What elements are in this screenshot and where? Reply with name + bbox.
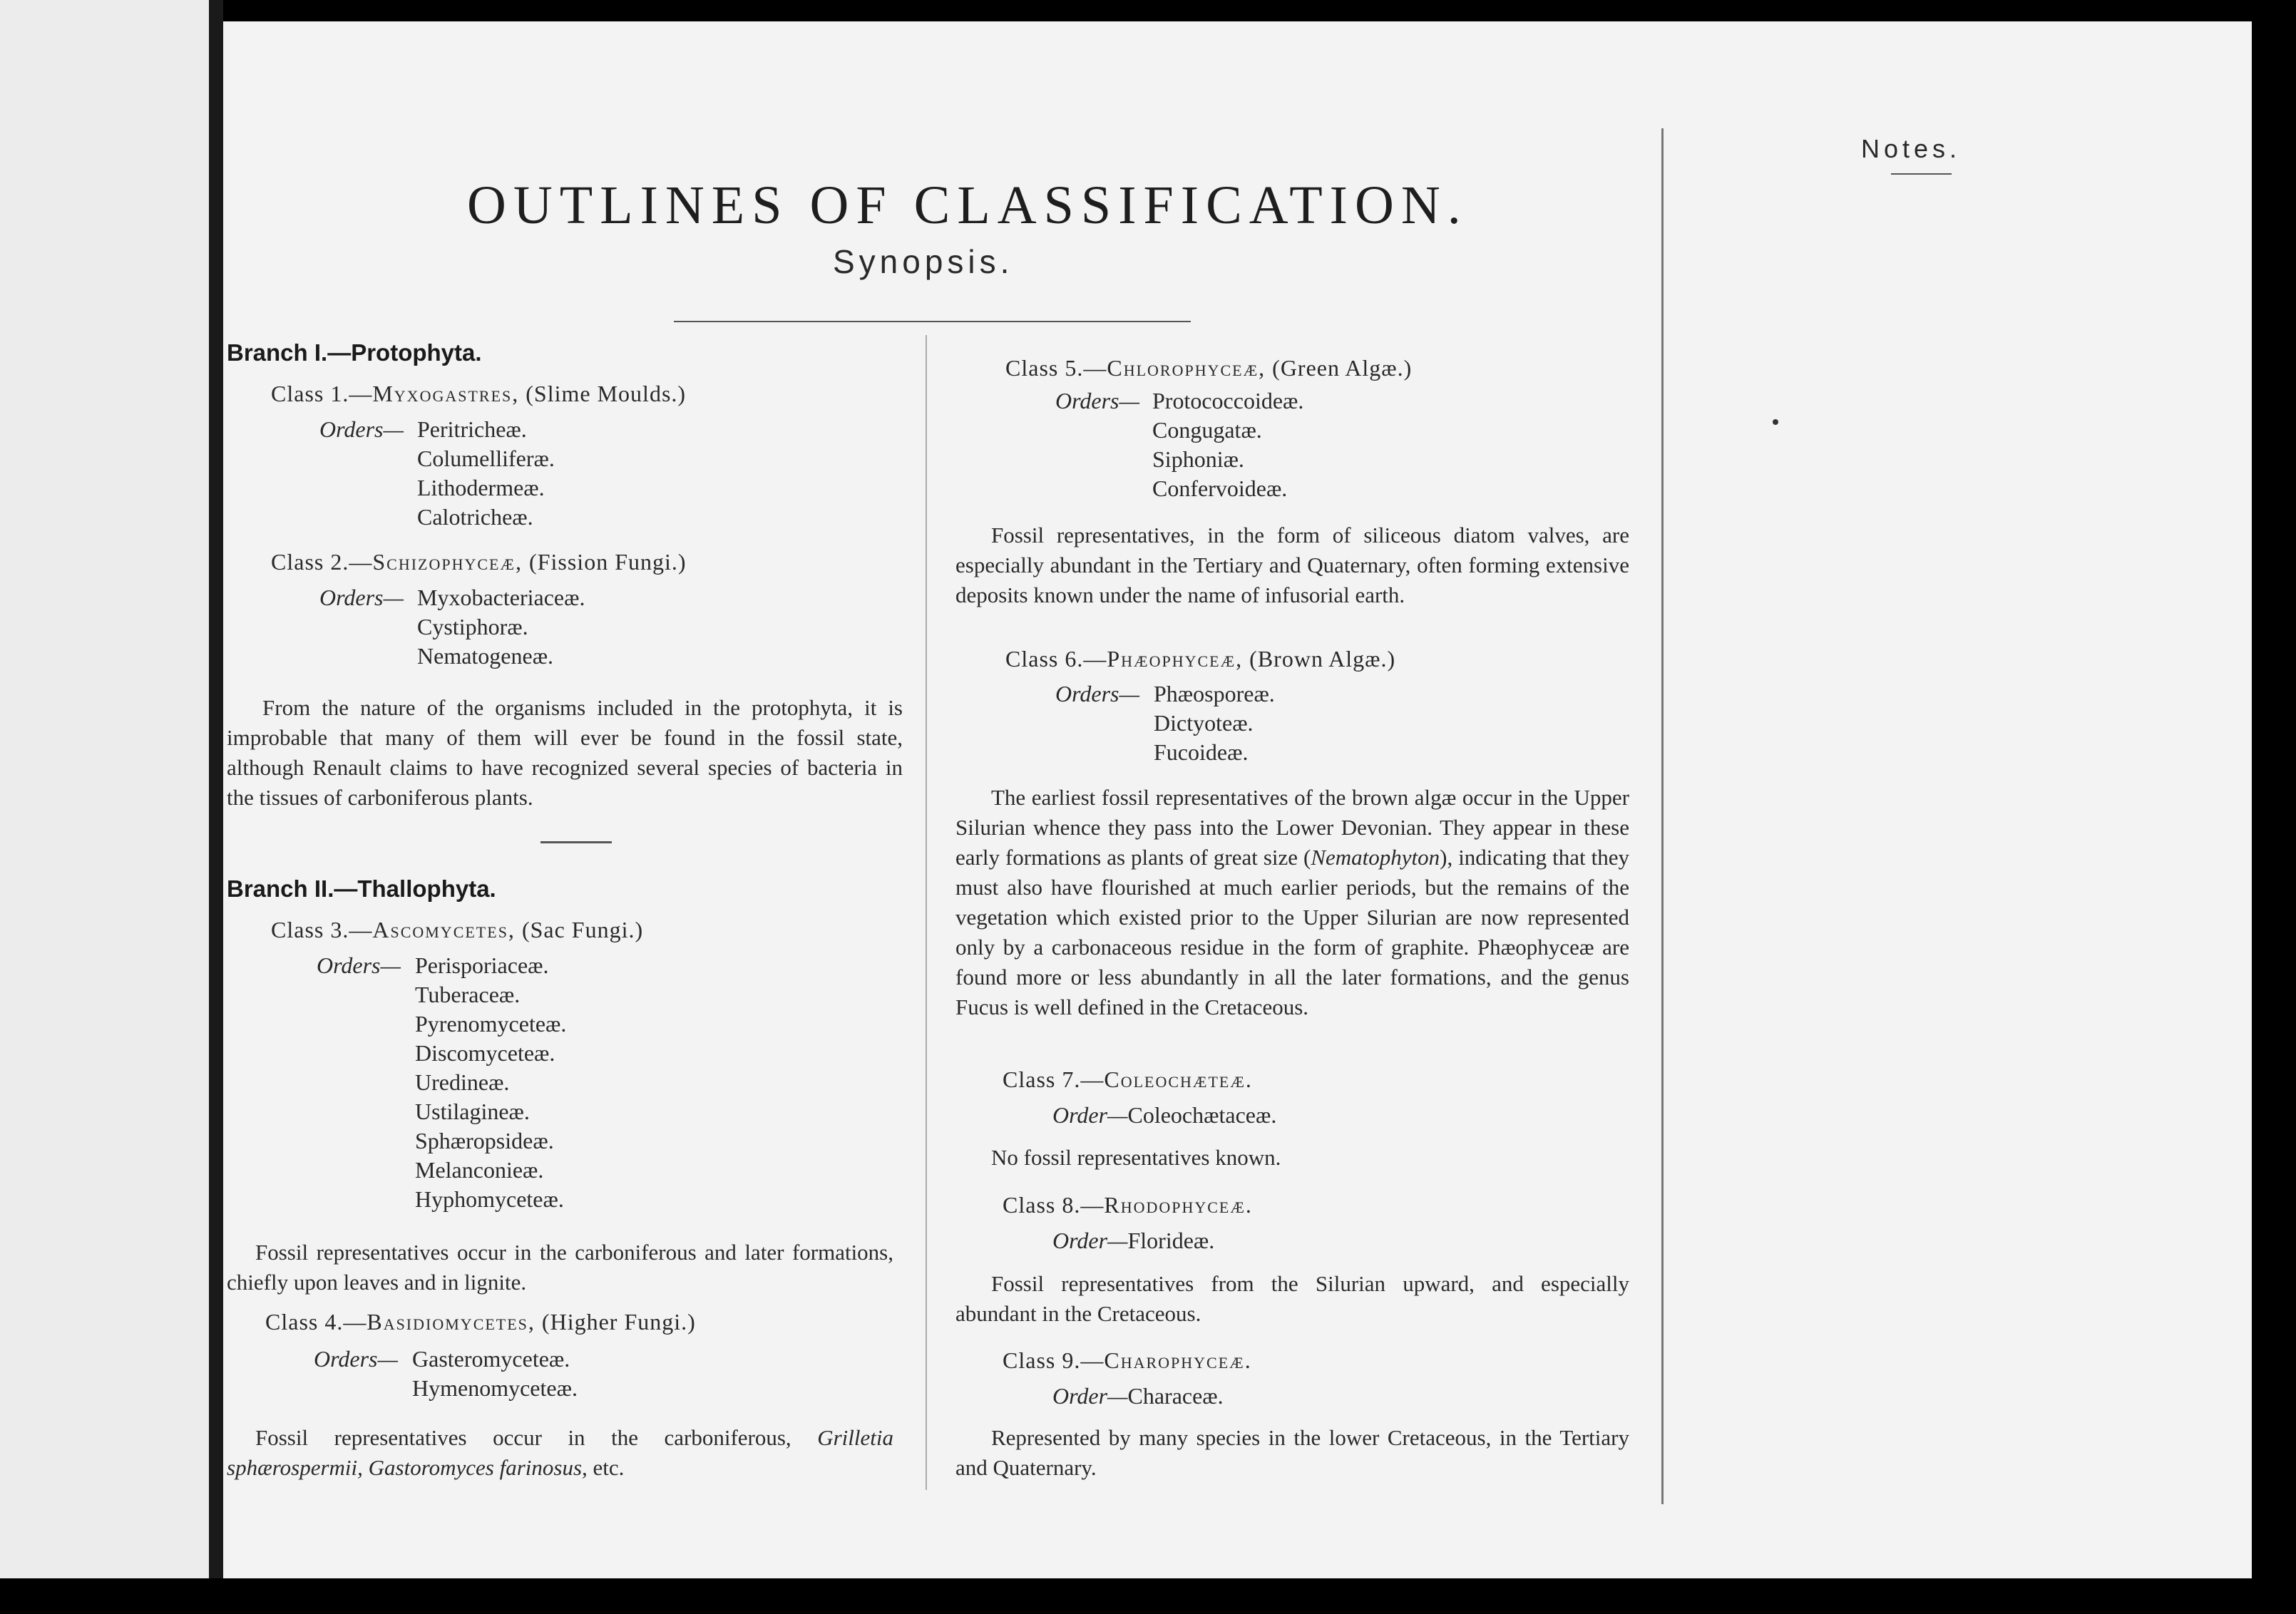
class-4-order: Hymenomyceteæ. xyxy=(412,1375,578,1401)
class-6-paragraph xyxy=(955,783,1629,1022)
class-3-order: Pyrenomyceteæ. xyxy=(415,1011,567,1037)
column-divider-middle xyxy=(926,335,927,1490)
class-9-heading xyxy=(1003,1347,1252,1374)
class-4-paragraph-text: Fossil representatives occur in the carboniferous, xyxy=(255,1425,818,1450)
binding-gutter xyxy=(209,0,223,1614)
class-8-order-line xyxy=(1052,1228,1214,1254)
class-8-number: Class 8.— xyxy=(1003,1192,1105,1218)
class-1-name: Myxogastres, xyxy=(372,381,520,406)
branch-1-paragraph: From the nature of the organisms included in the protophyta, it is improbable that many of them will ever be found in the fossil state, although Renault claims to have recognized several species of bacteria in the tissues of carboniferous plants. xyxy=(227,695,903,810)
class-5-order: Confervoideæ. xyxy=(1152,476,1288,501)
class-6-number: Class 6.— xyxy=(1005,646,1107,672)
class-5-paragraph: Fossil representatives, in the form of siliceous diatom valves, are especially abundant in the Tertiary and Quaternary, often forming extensive deposits known under the name of infusorial earth. xyxy=(955,523,1629,607)
class-6-order: Phæosporeæ. xyxy=(1154,681,1275,706)
class-1-heading xyxy=(271,381,686,407)
class-6-order: Fucoideæ. xyxy=(1154,739,1249,765)
class-3-order: Melanconieæ. xyxy=(415,1157,544,1183)
class-2-order: Nematogeneæ. xyxy=(417,643,554,669)
class-5-name: Chlorophyceæ, xyxy=(1107,355,1266,381)
class-3-orders-label: Orders— xyxy=(317,952,401,978)
branch-divider xyxy=(540,841,612,843)
class-8-order: Florideæ. xyxy=(1127,1228,1215,1253)
branch-1-heading: Branch I.—Protophyta. xyxy=(227,339,482,366)
class-4-paragraph-species: Grilletia sphærospermii, Gastoromyces farinosus, xyxy=(227,1425,893,1480)
class-5-number: Class 5.— xyxy=(1005,355,1107,381)
class-3-heading xyxy=(271,917,643,943)
branch-2-heading: Branch II.—Thallophyta. xyxy=(227,875,496,902)
class-9-order: Characeæ. xyxy=(1127,1383,1224,1409)
class-3-paragraph: Fossil representatives occur in the carboniferous and later formations, chiefly upon leaves and in lignite. xyxy=(227,1240,893,1295)
page-subtitle: Synopsis. xyxy=(833,243,1014,280)
class-5-orders-label: Orders— xyxy=(1055,388,1139,413)
title-divider xyxy=(674,321,1191,322)
class-7-number: Class 7.— xyxy=(1003,1066,1105,1092)
class-6-order: Dictyoteæ. xyxy=(1154,710,1254,736)
scan-border xyxy=(0,1578,2296,1614)
ink-mark xyxy=(1773,419,1778,425)
class-6-orders-label: Orders— xyxy=(1055,681,1139,706)
class-8-heading xyxy=(1003,1192,1253,1218)
class-2-order: Myxobacteriaceæ. xyxy=(417,585,585,610)
class-1-orders-label: Orders— xyxy=(319,416,404,442)
column-divider-right xyxy=(1661,128,1664,1504)
notes-heading: Notes. xyxy=(1861,134,1962,163)
class-7-heading xyxy=(1003,1066,1253,1093)
class-1-common-name: (Slime Moulds.) xyxy=(526,381,687,406)
class-1-order: Lithodermeæ. xyxy=(417,475,545,500)
class-3-order: Discomyceteæ. xyxy=(415,1040,555,1066)
class-5-common-name: (Green Algæ.) xyxy=(1272,355,1413,381)
class-5-order: Congugatæ. xyxy=(1152,417,1262,443)
class-6-common-name: (Brown Algæ.) xyxy=(1249,646,1396,672)
class-2-common-name: (Fission Fungi.) xyxy=(529,549,687,575)
class-7-paragraph: No fossil representatives known. xyxy=(991,1145,1281,1170)
class-9-number: Class 9.— xyxy=(1003,1347,1105,1373)
class-3-order: Uredineæ. xyxy=(415,1069,510,1095)
class-5-heading xyxy=(1005,355,1412,381)
class-6-paragraph-part-2: ), indicating that they must also have flourished at much earlier periods, but the remains of the vegetation which existed prior to the Upper Silurian are now represented only by a carbonaceous residue in the form of graphite. Phæophyceæ are found more or less abundantly in all the later formations, and the genus Fucus is well defined in the Cretaceous. xyxy=(955,845,1629,1019)
class-7-order-line xyxy=(1052,1102,1276,1129)
class-3-order: Perisporiaceæ. xyxy=(415,952,549,978)
class-4-paragraph xyxy=(227,1423,893,1483)
class-4-name: Basidiomycetes, xyxy=(367,1309,535,1335)
class-3-order: Ustilagineæ. xyxy=(415,1099,530,1124)
class-5-order: Siphoniæ. xyxy=(1152,446,1244,472)
class-4-order: Gasteromyceteæ. xyxy=(412,1346,570,1372)
class-2-orders-label: Orders— xyxy=(319,585,404,610)
class-3-order: Sphæropsideæ. xyxy=(415,1128,554,1153)
class-7-order: Coleochætaceæ. xyxy=(1127,1102,1277,1128)
class-5-order: Protococcoideæ. xyxy=(1152,388,1304,413)
facing-page xyxy=(0,0,209,1614)
class-1-number: Class 1.— xyxy=(271,381,373,406)
class-1-order: Columelliferæ. xyxy=(417,446,555,471)
class-3-name: Ascomycetes, xyxy=(372,917,516,942)
class-9-name: Charophyceæ. xyxy=(1104,1347,1252,1373)
class-4-common-name: (Higher Fungi.) xyxy=(541,1309,696,1335)
class-4-number: Class 4.— xyxy=(265,1309,367,1335)
page-title: OUTLINES OF CLASSIFICATION. xyxy=(467,175,1468,235)
class-9-order-label: Order— xyxy=(1052,1383,1128,1409)
class-2-name: Schizophyceæ, xyxy=(372,549,523,575)
class-3-number: Class 3.— xyxy=(271,917,373,942)
class-4-orders-label: Orders— xyxy=(314,1346,398,1372)
class-2-heading xyxy=(271,549,687,575)
class-6-heading xyxy=(1005,646,1395,672)
class-6-paragraph-part-1: The earliest fossil representatives of the brown algæ occur in the Upper Silurian whence they pass into the Lower Devonian. They appear in these early formations as plants of great size ( xyxy=(955,785,1629,870)
class-1-order: Calotricheæ. xyxy=(417,504,533,530)
class-1-order: Peritricheæ. xyxy=(417,416,527,442)
class-2-order: Cystiphoræ. xyxy=(417,614,528,639)
class-8-order-label: Order— xyxy=(1052,1228,1128,1253)
class-3-order: Tuberaceæ. xyxy=(415,982,521,1007)
class-6-paragraph-genus: Nematophyton xyxy=(1311,845,1440,870)
class-6-name: Phæophyceæ, xyxy=(1107,646,1244,672)
class-3-order: Hyphomyceteæ. xyxy=(415,1186,564,1212)
class-8-name: Rhodophyceæ. xyxy=(1104,1192,1253,1218)
class-9-order-line xyxy=(1052,1383,1224,1409)
notes-underline xyxy=(1891,173,1952,175)
class-8-paragraph: Fossil representatives from the Silurian upward, and especially abundant in the Cretaceous. xyxy=(955,1271,1629,1326)
class-2-number: Class 2.— xyxy=(271,549,373,575)
class-7-name: Coleochæteæ. xyxy=(1104,1066,1253,1092)
class-7-order-label: Order— xyxy=(1052,1102,1128,1128)
class-3-common-name: (Sac Fungi.) xyxy=(521,917,644,942)
class-4-heading xyxy=(265,1309,696,1335)
class-4-paragraph-end: etc. xyxy=(587,1455,625,1480)
class-9-paragraph: Represented by many species in the lower Cretaceous, in the Tertiary and Quaternary. xyxy=(955,1425,1629,1480)
